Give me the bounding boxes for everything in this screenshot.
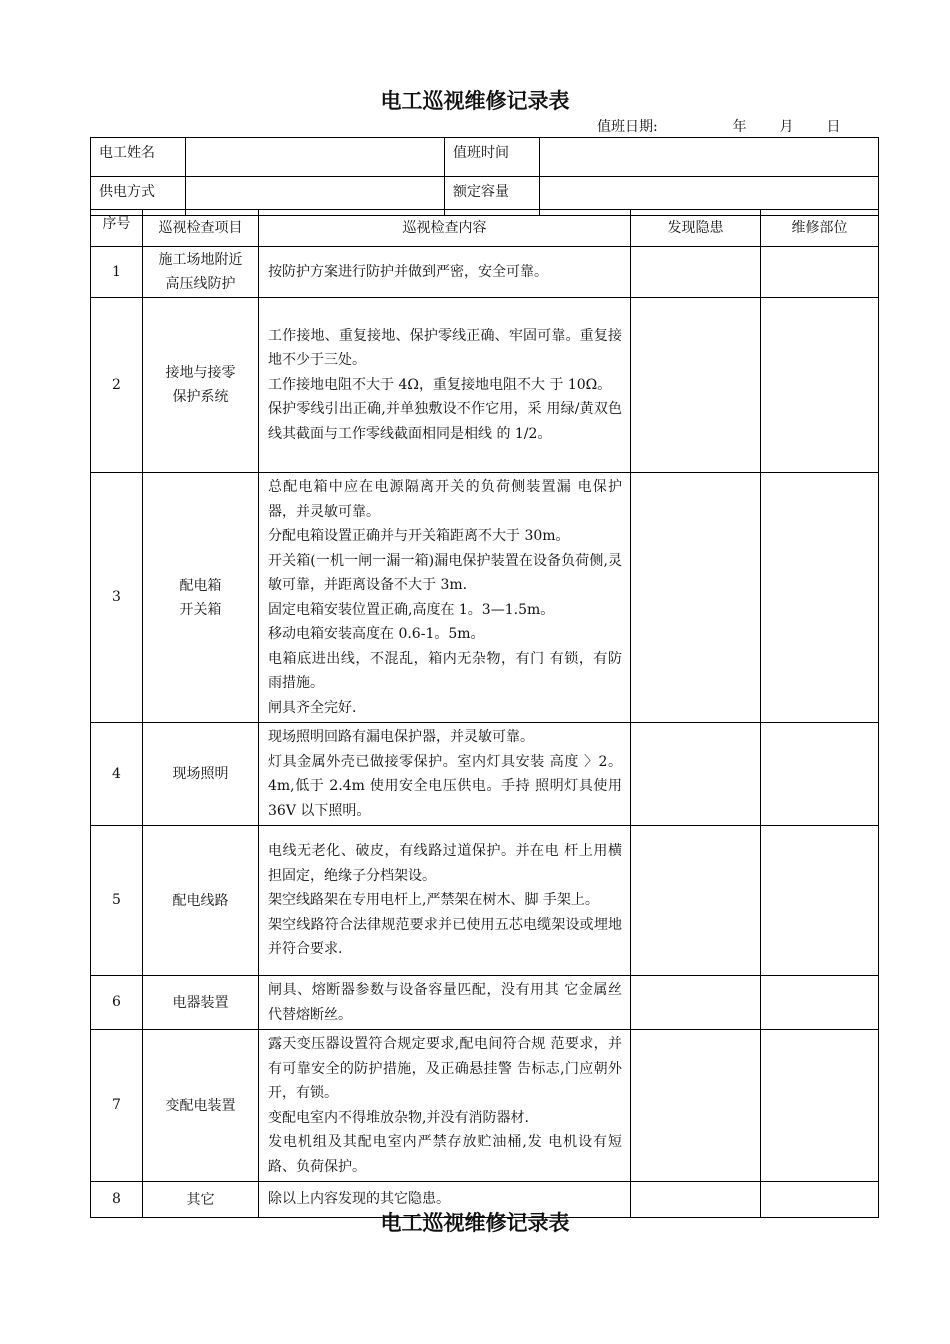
inspection-content-paragraph: 灯具金属外壳已做接零保护。室内灯具安装 高度 〉2。4m,低于 2.4m 使用安全电压供电。手持 照明灯具使用 36V 以下照明。 [268, 753, 622, 819]
inspection-content-paragraph: 架空线路架在专用电杆上,严禁架在树木、脚 手架上。 [268, 892, 599, 909]
electrician-name-field[interactable] [186, 138, 445, 177]
repair-location-cell[interactable] [761, 473, 879, 723]
inspection-content-paragraph: 分配电箱设置正确并与开关箱距离不大于 30m。 [268, 528, 570, 544]
inspection-content-paragraph: 闸具齐全完好. [268, 699, 357, 716]
inspection-item-line: 现场照明 [172, 766, 229, 782]
inspection-content-paragraph: 保护零线引出正确,并单独敷设不作它用，采 用绿/黄双色线其截面与工作零线截面相同是相线 的 1/2。 [268, 401, 622, 442]
inspection-item-line: 其它 [186, 1191, 215, 1208]
duty-date-day: 日 [826, 119, 841, 135]
header-content: 巡视检查内容 [259, 210, 631, 247]
table-row [91, 826, 879, 976]
electrician-name-label: 电工姓名 [91, 138, 186, 177]
inspection-content-paragraph: 工作接地、重复接地、保护零线正确、牢固可靠。重复接地不少于三处。 [268, 327, 622, 369]
inspection-item-line: 开关箱 [179, 601, 222, 618]
inspection-item-line: 配电箱 [179, 577, 222, 594]
inspection-content [259, 298, 631, 473]
header-repair: 维修部位 [761, 210, 879, 247]
table-row [91, 298, 879, 473]
inspection-content-paragraph: 移动电箱安装高度在 0.6-1。5m。 [268, 626, 485, 642]
table-header-row [91, 210, 879, 247]
repair-location-cell[interactable] [761, 1030, 879, 1182]
inspection-content-paragraph: 现场照明回路有漏电保护器，并灵敏可靠。 [268, 729, 534, 745]
inspection-content-paragraph: 发电机组及其配电室内严禁存放贮油桶,发 电机设有短路、负荷保护。 [268, 1134, 622, 1175]
row-number: 4 [91, 723, 143, 826]
inspection-item [143, 1030, 259, 1182]
hazard-found-cell[interactable] [631, 723, 761, 826]
inspection-item-line: 电器装置 [172, 994, 229, 1011]
rated-capacity-label: 额定容量 [445, 177, 540, 216]
inspection-content [259, 826, 631, 976]
inspection-table [90, 209, 879, 1218]
inspection-item-line: 变配电装置 [165, 1097, 236, 1114]
table-row [91, 723, 879, 826]
repair-location-cell[interactable] [761, 976, 879, 1030]
inspection-item-line: 配电线路 [172, 892, 229, 909]
inspection-content-paragraph: 露天变压器设置符合规定要求,配电间符合规 范要求，并有可靠安全的防护措施，及正确悬挂警 告标志,门应朝外开，有锁。 [268, 1036, 622, 1101]
table-row [91, 473, 879, 723]
header-hazard: 发现隐患 [631, 210, 761, 247]
inspection-content [259, 723, 631, 826]
inspection-content [259, 247, 631, 298]
duty-date-year: 年 [732, 119, 747, 135]
inspection-item-line: 保护系统 [172, 389, 229, 405]
inspection-item-line: 高压线防护 [165, 276, 236, 292]
hazard-found-cell[interactable] [631, 473, 761, 723]
inspection-item [143, 826, 259, 976]
header-item: 巡视检查项目 [143, 210, 259, 247]
inspection-content [259, 473, 631, 723]
inspection-content-paragraph: 固定电箱安装位置正确,高度在 1。3—1.5m。 [268, 601, 555, 618]
inspection-content-paragraph: 除以上内容发现的其它隐患。 [268, 1191, 450, 1208]
inspection-content [259, 976, 631, 1030]
hazard-found-cell[interactable] [631, 826, 761, 976]
inspection-item [143, 723, 259, 826]
inspection-content-paragraph: 电线无老化、破皮，有线路过道保护。并在电 杆上用横担固定，绝缘子分档架设。 [268, 843, 622, 884]
repair-location-cell[interactable] [761, 247, 879, 298]
hazard-found-cell[interactable] [631, 1030, 761, 1182]
row-number: 3 [91, 473, 143, 723]
inspection-content-paragraph: 电箱底进出线，不混乱，箱内无杂物，有门 有锁，有防雨措施。 [268, 650, 622, 691]
inspection-item [143, 473, 259, 723]
inspection-content-paragraph: 闸具、熔断器参数与设备容量匹配，没有用其 它金属丝代替熔断丝。 [268, 982, 622, 1023]
duty-time-label: 值班时间 [445, 138, 540, 177]
row-number: 5 [91, 826, 143, 976]
inspection-item [143, 247, 259, 298]
table-row [91, 976, 879, 1030]
inspection-content-paragraph: 开关箱(一机一闸一漏一箱)漏电保护装置在设备负荷侧,灵敏可靠，并距离设备不大于 3m. [268, 552, 622, 593]
inspection-item-line: 施工场地附近 [158, 252, 243, 268]
table-row [91, 247, 879, 298]
hazard-found-cell[interactable] [631, 247, 761, 298]
hazard-found-cell[interactable] [631, 976, 761, 1030]
row-number: 6 [91, 976, 143, 1030]
supply-mode-label: 供电方式 [91, 177, 186, 216]
table-row [91, 1030, 879, 1182]
row-number: 8 [91, 1182, 143, 1218]
header-no: 序号 [91, 210, 143, 247]
inspection-content-paragraph: 架空线路符合法律规范要求并已使用五芯电缆架设或埋地并符合要求. [268, 916, 622, 958]
page-title: 电工巡视维修记录表 [380, 89, 570, 113]
duty-date-line [597, 116, 840, 136]
duty-time-field[interactable] [540, 138, 879, 177]
inspection-item [143, 298, 259, 473]
inspection-content-paragraph: 按防护方案进行防护并做到严密，安全可靠。 [268, 263, 548, 280]
row-number: 1 [91, 247, 143, 298]
page-title-repeat: 电工巡视维修记录表 [380, 1211, 570, 1235]
repair-location-cell[interactable] [761, 826, 879, 976]
info-table [90, 137, 879, 216]
hazard-found-cell[interactable] [631, 298, 761, 473]
inspection-item [143, 976, 259, 1030]
repair-location-cell[interactable] [761, 298, 879, 473]
inspection-content-paragraph: 变配电室内不得堆放杂物,并没有消防器材. [268, 1109, 529, 1126]
row-number: 7 [91, 1030, 143, 1182]
row-number: 2 [91, 298, 143, 473]
duty-date-label: 值班日期: [597, 119, 658, 135]
inspection-content-paragraph: 总配电箱中应在电源隔离开关的负荷侧装置漏 电保护器，并灵敏可靠。 [268, 479, 622, 520]
inspection-item-line: 接地与接零 [165, 365, 236, 381]
inspection-content-paragraph: 工作接地电阻不大于 4Ω，重复接地电阻不大 于 10Ω。 [268, 376, 612, 393]
repair-location-cell[interactable] [761, 723, 879, 826]
duty-date-month: 月 [779, 119, 794, 135]
inspection-content [259, 1030, 631, 1182]
